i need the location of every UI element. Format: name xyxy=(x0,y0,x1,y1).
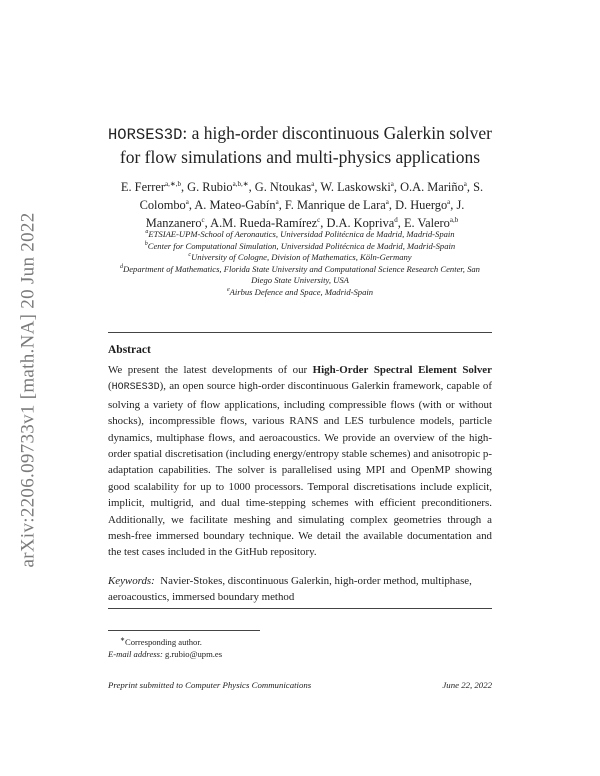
title-line1: : a high-order discontinuous Galerkin solver xyxy=(182,123,492,143)
author-marks: a xyxy=(390,179,394,188)
abstract-heading: Abstract xyxy=(108,344,151,356)
footnote-rule xyxy=(108,630,260,631)
author: D.A. Kopriva xyxy=(326,216,395,230)
author-marks: a,b xyxy=(449,215,459,224)
author-marks: a,∗,b xyxy=(164,179,181,188)
author: A.M. Rueda-Ramírez xyxy=(210,216,318,230)
abstract-code-name: HORSES3D xyxy=(111,382,160,394)
footer-date: June 22, 2022 xyxy=(442,680,492,690)
author: S. Colombo xyxy=(139,180,484,212)
arxiv-identifier xyxy=(6,200,52,580)
author-marks: c xyxy=(201,215,205,224)
author: A. Mateo-Gabín xyxy=(194,198,276,212)
author-marks: a xyxy=(185,197,189,206)
keywords-text: Navier-Stokes, discontinuous Galerkin, high-order method, multiphase, aeroacoustics, immersed boundary method xyxy=(108,575,472,604)
corresponding-author-note: ∗Corresponding author. xyxy=(120,636,202,647)
author: G. Rubio xyxy=(187,180,233,194)
email-note: E-mail address: g.rubio@upm.es xyxy=(108,649,223,660)
footnotes xyxy=(108,634,222,660)
footer-preprint: Preprint submitted to Computer Physics Communications xyxy=(108,680,312,690)
author: O.A. Mariño xyxy=(400,180,464,194)
author-marks: d xyxy=(394,215,398,224)
author: E. Ferrer xyxy=(120,180,165,194)
affiliation-list xyxy=(108,229,492,299)
affiliation-c: $^c$University of Cologne, Division of Mathematics, Köln-Germany xyxy=(188,252,412,263)
author-marks: a xyxy=(311,179,315,188)
page-footer xyxy=(108,680,492,690)
author: D. Huergo xyxy=(395,198,448,212)
author-marks: a,b,∗ xyxy=(232,179,249,188)
author-marks: a xyxy=(463,179,467,188)
author: J. Manzanero xyxy=(145,198,465,230)
title-line2: for flow simulations and multi-physics applications xyxy=(119,147,481,167)
author: W. Laskowski xyxy=(320,180,391,194)
author: E. Valero xyxy=(403,216,450,230)
author-marks: c xyxy=(317,215,321,224)
affiliation-a: $^a$ETSIAE-UPM-School of Aeronautics, Universidad Politécnica de Madrid, Madrid-Spain xyxy=(145,229,455,239)
arxiv-id-text: arXiv:2206.09733v1 [math.NA] 20 Jun 2022 xyxy=(18,212,39,568)
author-marks: a xyxy=(447,197,451,206)
abstract-top-rule xyxy=(108,332,492,333)
author: G. Ntoukas xyxy=(254,180,312,194)
keywords-label: Keywords: xyxy=(108,575,155,587)
author-list: E. Ferrer$^{a,∗,b}$, G. Rubio$^{a,b,∗}$, G. Ntoukas$^a$, W. Laskowski$^a$, O.A. Mariño$^a$, S. Colombo$^a$, A. Mateo-Gabín$^a$, F. Manrique de Lara$^a$, D. Huergo$^a$, J. Manzanero$^c$, A.M. Rueda-Ramírez$^c$, D.A. Kopriva$^d$, E. Valero$^{a,b}$ xyxy=(120,179,484,230)
affiliation-e: $^e$Airbus Defence and Space, Madrid-Spain xyxy=(226,286,374,297)
keywords xyxy=(108,573,492,606)
email-link[interactable]: g.rubio@upm.es xyxy=(164,649,223,660)
affiliation-b: $^b$Center for Computational Simulation, Universidad Politécnica de Madrid, Madrid-Spain xyxy=(144,240,456,251)
affiliation-d: $^d$Department of Mathematics, Florida State University and Computational Science Research Center, San Diego State University, USA xyxy=(120,263,480,286)
title-code-name: HORSES3D xyxy=(107,126,183,144)
paper-title xyxy=(90,122,510,168)
abstract-bottom-rule xyxy=(108,608,492,609)
abstract-body: We present the latest developments of our High-Order Spectral Element Solver (HORSES3D), an open source high-order discontinuous Galerkin framework, capable of solving a variety of flow applications, including compressible flows (with or without shocks), incompressible flows, various RANS and LES turbulence models, particle dynamics, multiphase flows, and aeroacoustics. We provide an overview of the high-order spatial discretisation (including energy/entropy stable schemes) and anisotropic p-adaptation capabilities. The solver is parallelised using MPI and OpenMP showing good scalability for up to 1000 processors. Temporal discretisations include explicit, implicit, multigrid, and dual time-stepping schemes with efficient preconditioners. Additionally, we facilitate meshing and simulating complex geometries through a mesh-free immersed boundary technique. We detail the available documentation and the test cases included in the GitHub repository. xyxy=(108,364,492,559)
author-marks: a xyxy=(385,197,389,206)
author-marks: a xyxy=(275,197,279,206)
author: F. Manrique de Lara xyxy=(284,198,386,212)
